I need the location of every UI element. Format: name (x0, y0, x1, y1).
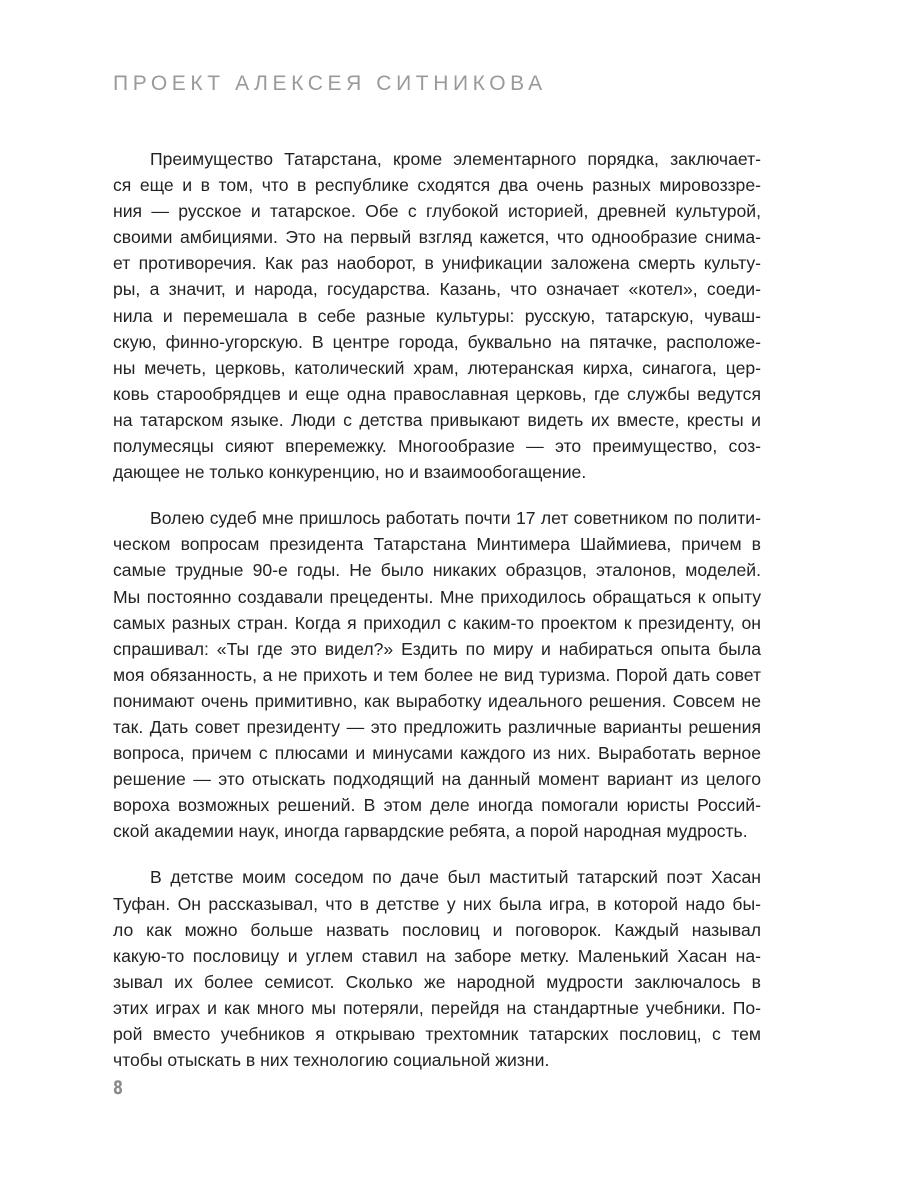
text-line: нила и перемешала в себе разные культуры: русскую, татарскую, чуваш- (113, 305, 761, 326)
text-line: Волею судеб мне пришлось работать почти 17 лет советником по полити- (150, 508, 761, 529)
text-line: рой вместо учебников я открываю трехтомник татарских пословиц, с тем (113, 1024, 761, 1044)
body-text (113, 146, 761, 1073)
text-line: ся еще и в том, что в республике сходятся два очень разных мировоззре- (113, 175, 761, 196)
text-line: самые трудные 90-е годы. Не было никаких образцов, эталонов, моделей. (113, 560, 761, 581)
text-line: так. Дать совет президенту — это предложить различные варианты решения (113, 716, 761, 737)
paragraph-1 (113, 146, 761, 485)
paragraph-3 (113, 864, 761, 1073)
text-line: дающее не только конкуренцию, но и взаимообогащение. (113, 462, 587, 483)
text-line: Преимущество Татарстана, кроме элементарного порядка, заключает- (150, 149, 761, 169)
text-line: какую-то пословицу и углем ставил на заборе метку. Маленький Хасан на- (113, 945, 761, 966)
text-line: понимают очень примитивно, как выработку идеального решения. Совсем не (113, 690, 761, 711)
text-line: Мы постоянно создавали прецеденты. Мне приходилось обращаться к опыту (113, 586, 761, 607)
text-line: моя обязанность, а не прихоть и тем более не вид туризма. Порой дать совет (113, 664, 761, 685)
text-line: зывал их более семисот. Сколько же народной мудрости заключалось в (113, 971, 761, 992)
text-line: ния — русское и татарское. Обе с глубокой историей, древней культурой, (113, 201, 761, 222)
text-line: вопроса, причем с плюсами и минусами каждого из них. Выработать верное (113, 743, 761, 764)
text-line: ковь старообрядцев и еще одна православная церковь, где службы ведутся (113, 383, 761, 404)
text-line: вороха возможных решений. В этом деле иногда помогали юристы Россий- (113, 795, 761, 816)
text-line: спрашивал: «Ты где это видел?» Ездить по миру и набираться опыта была (113, 638, 761, 659)
text-line: ческом вопросам президента Татарстана Минтимера Шаймиева, причем в (113, 534, 761, 555)
text-line: ны мечеть, церковь, католический храм, лютеранская кирха, синагога, цер- (113, 357, 761, 378)
text-line: чтобы отыскать в них технологию социальной жизни. (113, 1050, 550, 1071)
page-number: 8 (113, 1077, 123, 1099)
text-line: ет противоречия. Как раз наоборот, в унификации заложена смерть культу- (113, 253, 761, 274)
text-line: скую, финно-угорскую. В центре города, буквально на пятачке, расположе- (113, 331, 761, 352)
text-line: самых разных стран. Когда я приходил с каким-то проектом к президенту, он (113, 612, 761, 633)
text-line: ской академии наук, иногда гарвардские ребята, а порой народная мудрость. (113, 821, 748, 842)
text-line: ры, а значит, и народа, государства. Казань, что означает «котел», соеди- (113, 279, 761, 300)
text-line: своими амбициями. Это на первый взгляд кажется, что однообразие снима- (113, 227, 761, 248)
paragraph-2 (113, 505, 761, 844)
text-line: полумесяцы сияют вперемежку. Многообразие — это преимущество, соз- (113, 436, 761, 457)
text-line: решение — это отыскать подходящий на данный момент вариант из целого (113, 769, 761, 790)
text-line: Туфан. Он рассказывал, что в детстве у них была игра, в которой надо бы- (113, 893, 761, 914)
text-line: на татарском языке. Люди с детства привыкают видеть их вместе, кресты и (113, 409, 761, 430)
text-line: ло как можно больше назвать пословиц и поговорок. Каждый называл (113, 919, 761, 940)
running-header: ПРОЕКТ АЛЕКСЕЯ СИТНИКОВА (113, 72, 547, 95)
text-line: этих играх и как много мы потеряли, перейдя на стандартные учебники. По- (113, 997, 761, 1018)
text-line: В детстве моим соседом по даче был маститый татарский поэт Хасан (150, 867, 761, 888)
